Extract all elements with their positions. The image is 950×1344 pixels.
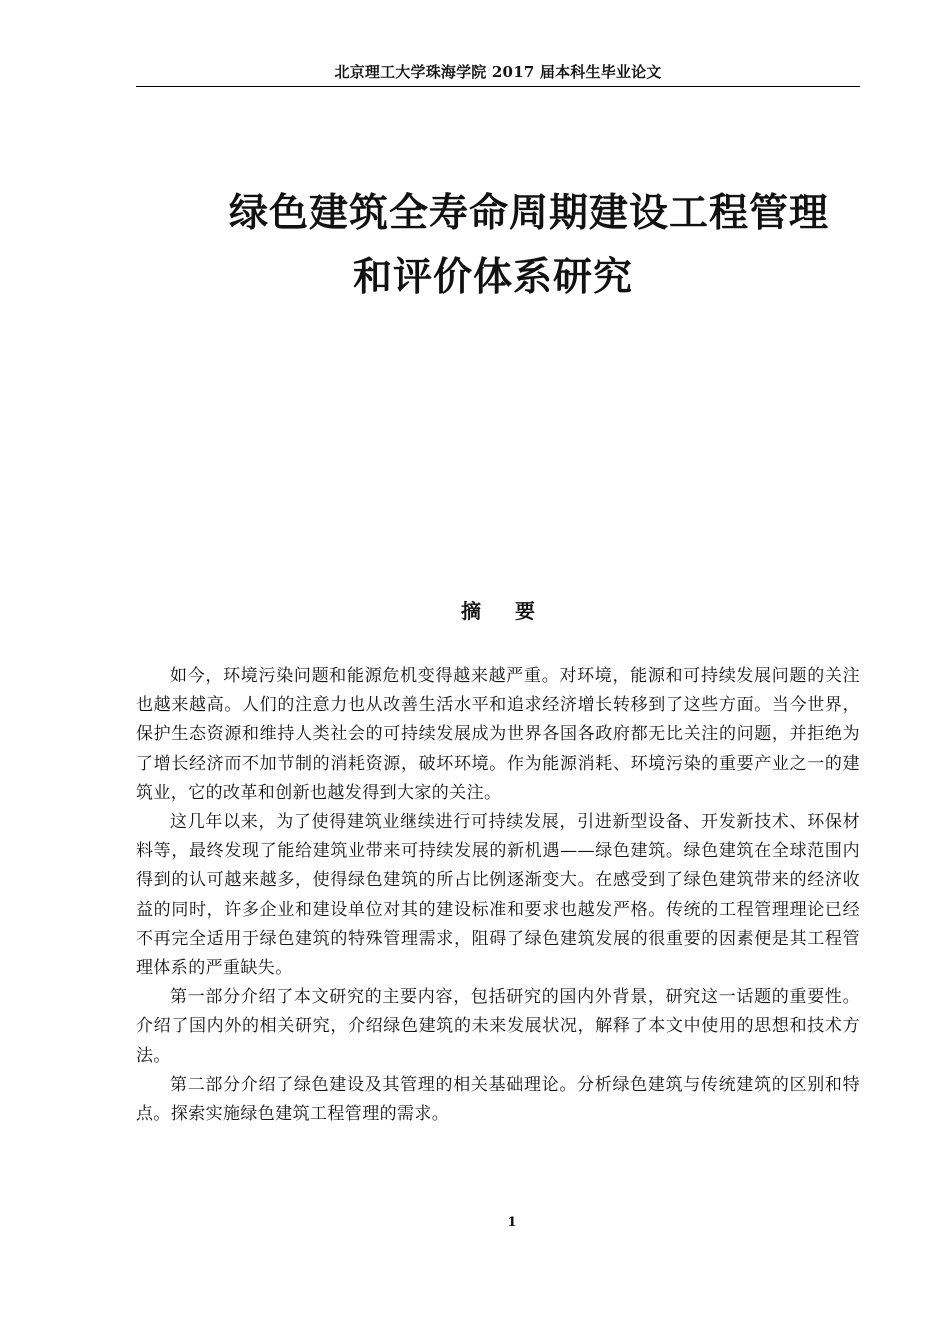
page-number: 1 [507,1215,517,1230]
running-header: 北京理工大学珠海学院 2017 届本科生毕业论文 [136,58,860,87]
abstract-paragraph-3: 第一部分介绍了本文研究的主要内容，包括研究的国内外背景，研究这一话题的重要性。介绍了国内外的相关研究，介绍绿色建筑的未来发展状况，解释了本文中使用的思想和技术方法。 [136,987,860,1066]
abstract-body [136,662,860,1129]
abstract-paragraph-2: 这几年以来，为了使得建筑业继续进行可持续发展，引进新型设备、开发新技术、环保材料等，最终发现了能给建筑业带来可持续发展的新机遇——绿色建筑。绿色建筑在全球范围内得到的认可越来越多，使得绿色建筑的所占比例逐渐变大。在感受到了绿色建筑带来的经济收益的同时，许多企业和建设单位对其的建设标准和要求也越发严格。传统的工程管理理论已经不再完全适用于绿色建筑的特殊管理需求，阻碍了绿色建筑发展的很重要的因素便是其工程管理体系的严重缺失。 [136,812,860,979]
abstract-paragraph-4: 第二部分介绍了绿色建设及其管理的相关基础理论。分析绿色建筑与传统建筑的区别和特点。探索实施绿色建筑工程管理的需求。 [136,1074,860,1125]
thesis-title-line-1: 绿色建筑全寿命周期建设工程管理 [229,191,830,236]
thesis-title-line-2: 和评价体系研究 [353,255,634,300]
abstract-paragraph-1: 如今，环境污染问题和能源危机变得越来越严重。对环境，能源和可持续发展问题的关注也越来越高。人们的注意力也从改善生活水平和追求经济增长转移到了这些方面。当今世界，保护生态资源和维持人类社会的可持续发展成为世界各国各政府都无比关注的问题，并拒绝为了增长经济而不加节制的消耗资源，破坏环境。作为能源消耗、环境污染的重要产业之一的建筑业，它的改革和创新也越发得到大家的关注。 [136,666,860,803]
abstract-heading: 摘要 [461,599,569,623]
thesis-title [136,188,860,304]
